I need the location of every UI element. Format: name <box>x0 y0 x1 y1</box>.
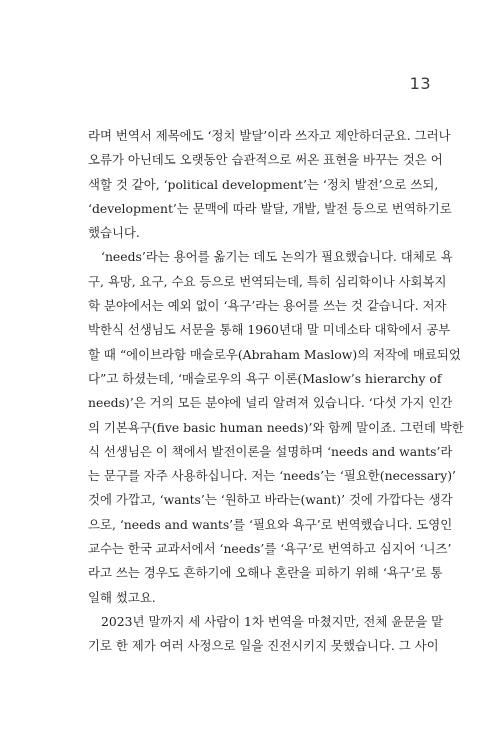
text-line: 다”고 하셨는데, ‘매슬로우의 욕구 이론(Maslow’s hierarchy of <box>88 370 442 386</box>
text-line: 오류가 아닌데도 오랫동안 습관적으로 써온 표현을 바꾸는 것은 어 <box>88 152 443 168</box>
text-line: 학 분야에서는 예외 없이 ‘욕구’라는 용어를 쓰는 것 같습니다. 저자 <box>88 298 447 314</box>
text-line: 의 기본욕구(five basic human needs)’와 함께 말이죠. 그런데 박한 <box>88 419 464 435</box>
text-line: ‘development’는 문맥에 따라 발달, 개발, 발전 등으로 번역하기로 <box>88 200 452 216</box>
text-line: 2023년 말까지 세 사람이 1차 번역을 마쳤지만, 전체 윤문을 맡 <box>101 613 444 629</box>
text-line: 것에 가깝고, ‘wants’는 ‘원하고 바라는(want)’ 것에 가깝다는 생각 <box>88 492 453 508</box>
text-line: 으로, ‘needs and wants’를 ‘필요와 욕구’로 번역했습니다. 도영인 <box>88 516 453 532</box>
text-line: 라고 쓰는 경우도 흔하기에 오해나 혼란을 피하기 위해 ‘욕구’로 통 <box>88 565 443 581</box>
text-line: 박한식 선생님도 서문을 통해 1960년대 말 미네소타 대학에서 공부 <box>88 322 451 338</box>
text-line: ‘needs’라는 용어를 옮기는 데도 논의가 필요했습니다. 대체로 욕 <box>101 249 453 265</box>
text-line: 교수는 한국 교과서에서 ‘needs’를 ‘욕구’로 번역하고 심지어 ‘니즈’ <box>88 541 452 557</box>
text-line: 는 문구를 자주 사용하십니다. 저는 ‘needs’는 ‘필요한(necessary)’ <box>88 468 456 484</box>
text-line: 식 선생님은 이 책에서 발전이론을 설명하며 ‘needs and wants’라 <box>88 443 453 459</box>
text-line: 할 때 “에이브라함 매슬로우(Abraham Maslow)의 저작에 매료되었 <box>88 346 461 362</box>
text-line: 라며 번역서 제목에도 ‘정치 발달’이라 쓰자고 제안하더군요. 그러나 <box>88 128 451 143</box>
text-line: 색할 것 같아, ‘political development’는 ‘정치 발전’으로 쓰되, <box>88 176 439 192</box>
text-line: needs)’은 거의 모든 분야에 널리 알려져 있습니다. ‘다섯 가지 인간 <box>88 395 453 411</box>
text-line: 일해 썼고요. <box>88 589 156 605</box>
text-line: 구, 욕망, 요구, 수요 등으로 번역되는데, 특히 심리학이나 사회복지 <box>88 273 447 289</box>
page-number: 13 <box>409 74 431 93</box>
text-line: 기로 한 제가 여러 사정으로 일을 진전시키지 못했습니다. 그 사이 <box>88 638 439 654</box>
text-line: 했습니다. <box>88 225 140 241</box>
body-text <box>88 124 464 659</box>
